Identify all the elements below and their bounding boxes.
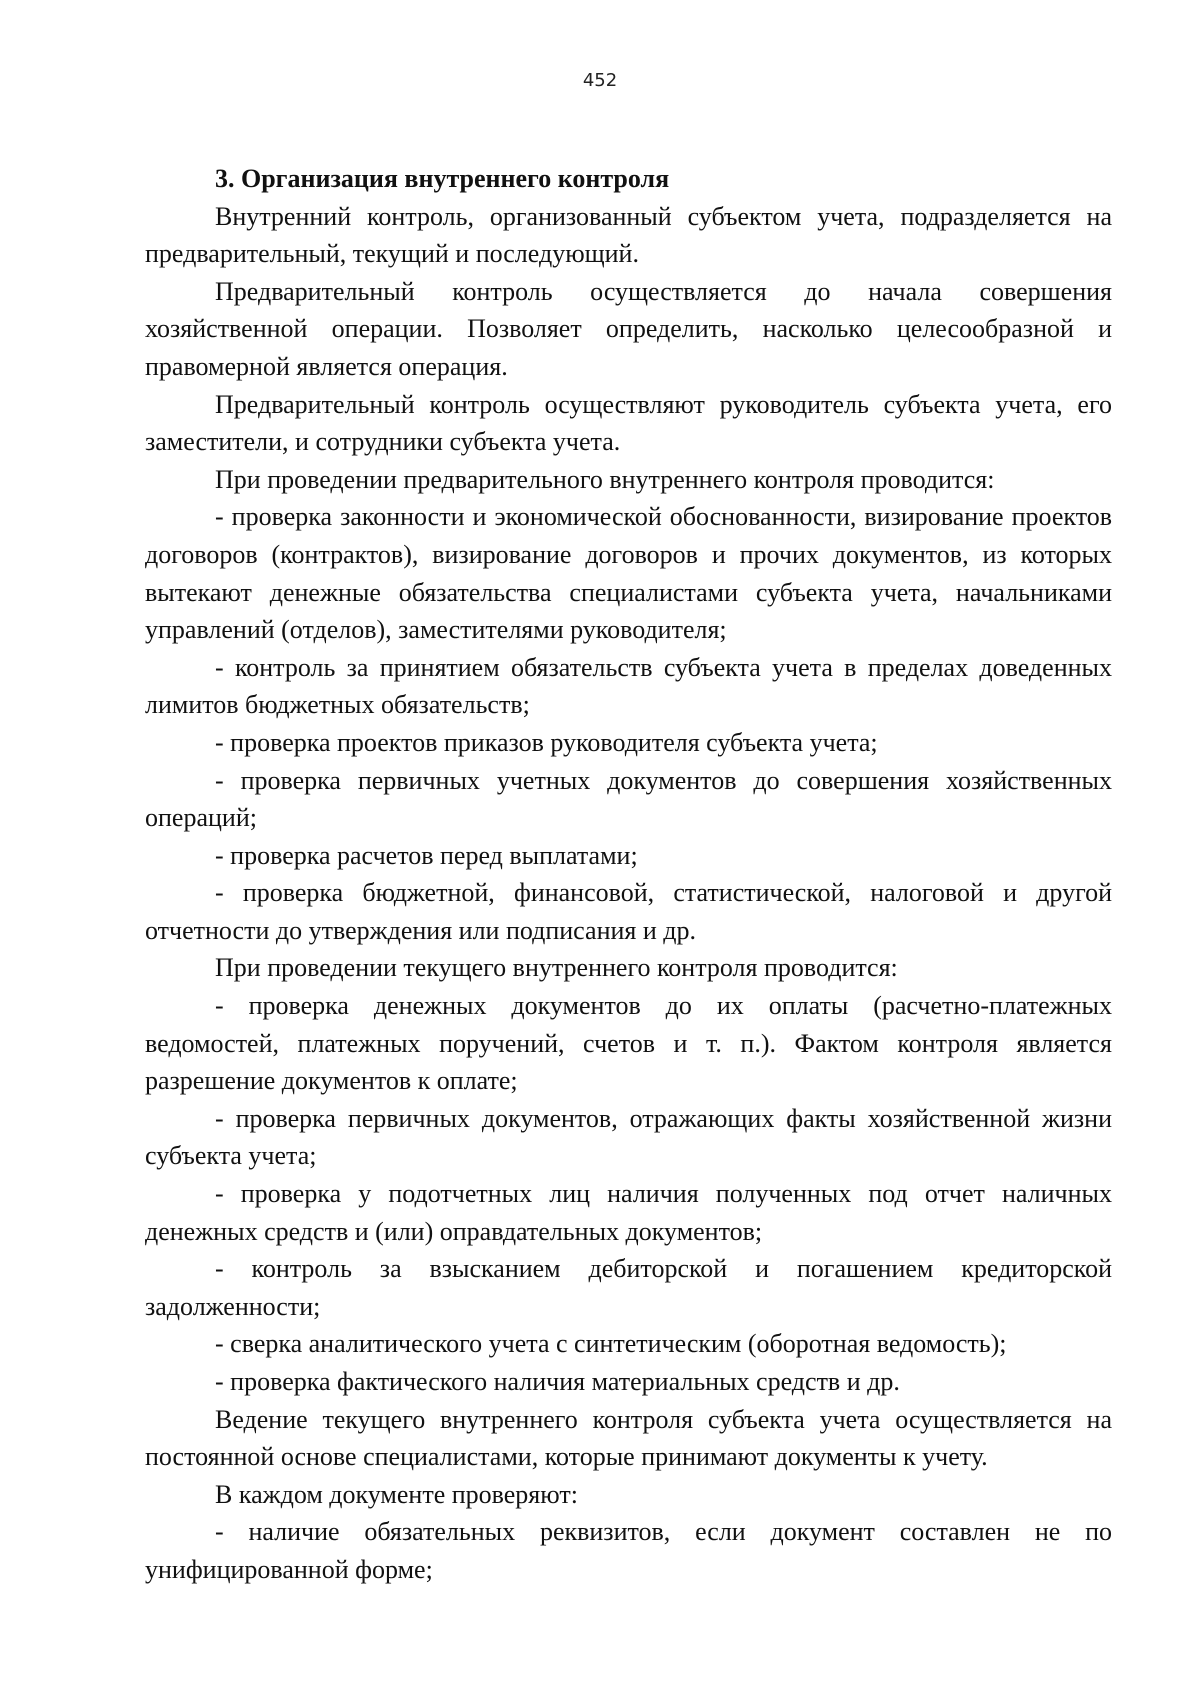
list-item: - проверка первичных документов, отражающих факты хозяйственной жизни субъекта учета; (145, 1103, 1112, 1171)
list-item: - проверка расчетов перед выплатами; (215, 840, 638, 870)
list-item: - проверка первичных учетных документов до совершения хозяйственных операций; (145, 765, 1112, 833)
list-item: - проверка у подотчетных лиц наличия полученных под отчет наличных денежных средств и (или) оправдательных документов; (145, 1179, 1112, 1246)
list-item: - сверка аналитического учета с синтетическим (оборотная ведомость); (215, 1329, 1007, 1359)
paragraph: Предварительный контроль осуществляют руководитель субъекта учета, его заместители, и сотрудники субъекта учета. (145, 389, 1112, 457)
paragraph: Ведение текущего внутреннего контроля субъекта учета осуществляется на постоянной основе специалистами, которые принимают документы к учету. (145, 1404, 1112, 1472)
list-item: - контроль за взысканием дебиторской и погашением кредиторской задолженности; (145, 1254, 1112, 1321)
list-item: - проверка фактического наличия материальных средств и др. (215, 1367, 900, 1396)
paragraph: В каждом документе проверяют: (215, 1479, 578, 1509)
list-item: - проверка проектов приказов руководителя субъекта учета; (215, 727, 878, 757)
paragraph: При проведении текущего внутреннего контроля проводится: (215, 953, 898, 983)
paragraph: Предварительный контроль осуществляется до начала совершения хозяйственной операции. Позволяет определить, насколько целесообразной и правомерной является операция. (145, 276, 1112, 381)
page-number: 452 (582, 70, 618, 91)
section-title: 3. Организация внутреннего контроля (215, 164, 670, 193)
list-item: - проверка денежных документов до их оплаты (расчетно-платежных ведомостей, платежных поручений, счетов и т. п.). Фактом контроля является разрешение документов к оплате; (145, 991, 1112, 1096)
list-item: - проверка законности и экономической обоснованности, визирование проектов договоров (контрактов), визирование договоров и прочих документов, из которых вытекают денежные обязательства специалистами субъекта учета, начальниками управлений (отделов), заместителями руководителя; (145, 502, 1112, 645)
list-item: - контроль за принятием обязательств субъекта учета в пределах доведенных лимитов бюджетных обязательств; (145, 652, 1112, 720)
list-item: - наличие обязательных реквизитов, если документ составлен не по унифицированной форме; (145, 1517, 1112, 1584)
paragraph: Внутренний контроль, организованный субъектом учета, подразделяется на предварительный, текущий и последующий. (145, 201, 1112, 269)
paragraph: При проведении предварительного внутреннего контроля проводится: (215, 464, 995, 494)
list-item: - проверка бюджетной, финансовой, статистической, налоговой и другой отчетности до утверждения или подписания и др. (145, 878, 1112, 945)
page-content (145, 160, 1112, 1589)
